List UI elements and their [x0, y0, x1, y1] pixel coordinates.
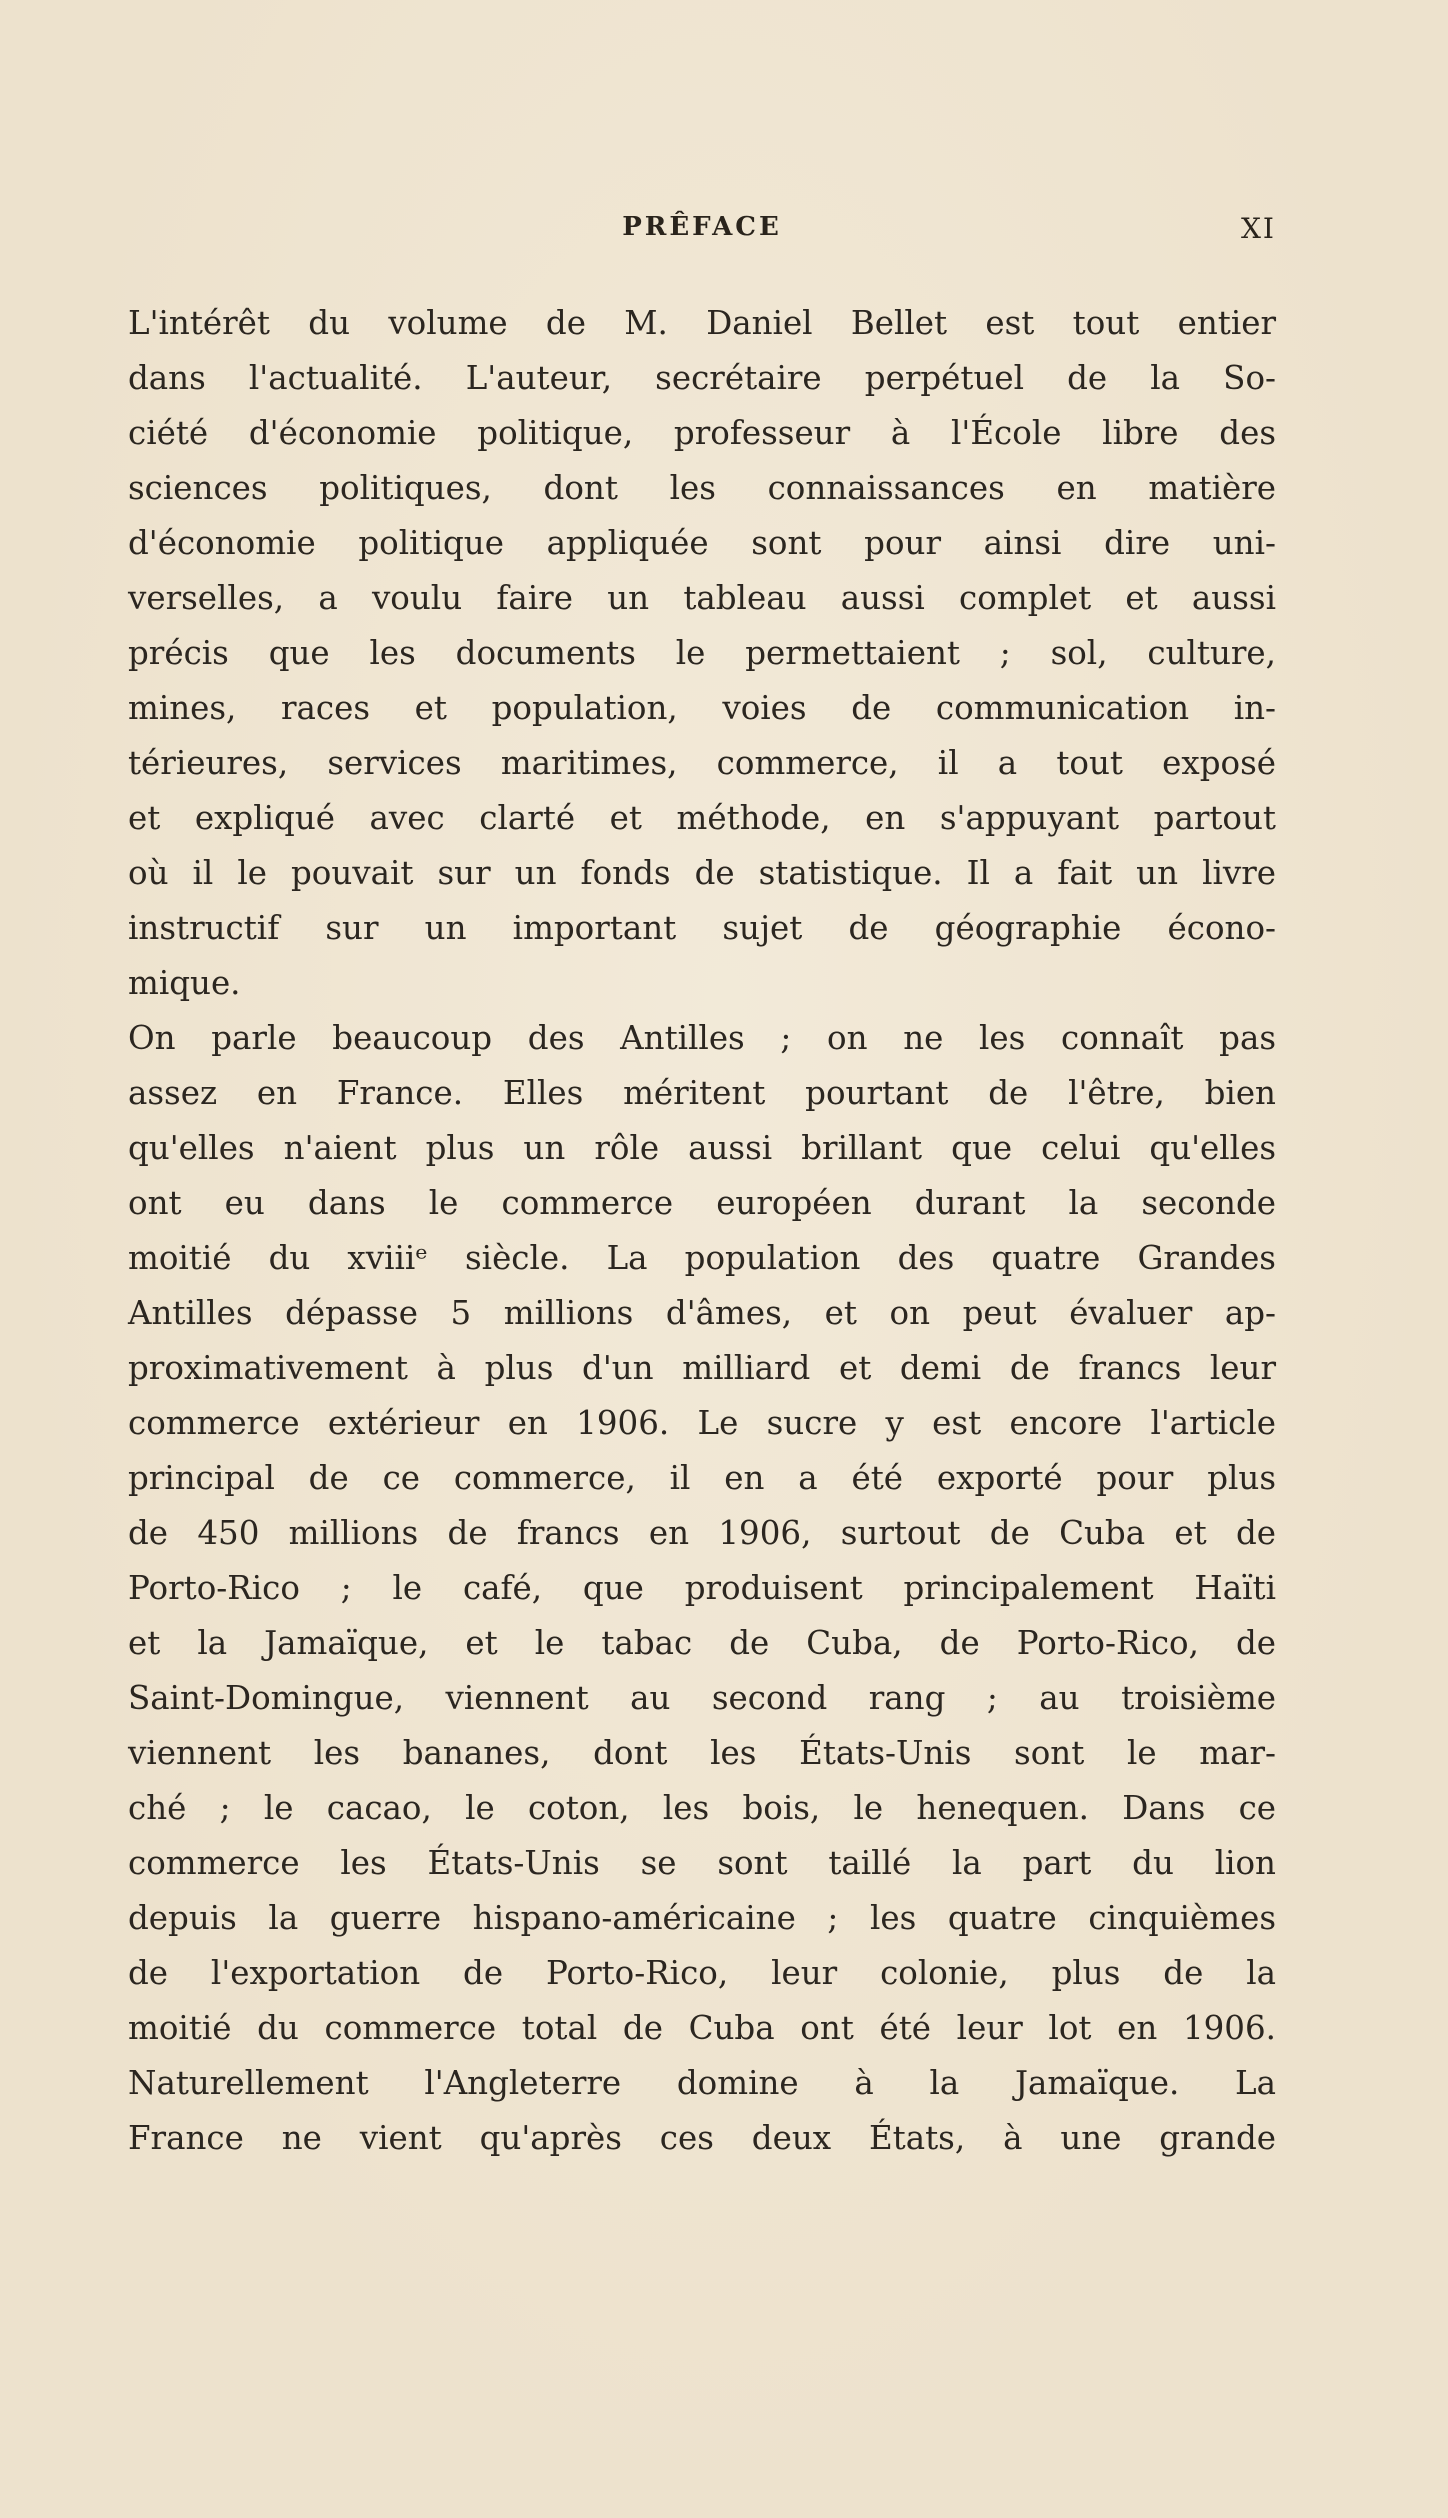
page-number: XI — [1241, 212, 1276, 245]
text-line: ciété d'économie politique, professeur à l'École libre des — [128, 414, 1276, 452]
text-line: et la Jamaïque, et le tabac de Cuba, de Porto-Rico, de — [128, 1624, 1276, 1662]
text-line: dans l'actualité. L'auteur, secrétaire perpétuel de la So- — [128, 359, 1276, 397]
text-line: ont eu dans le commerce européen durant la seconde — [128, 1184, 1276, 1222]
text-line: et expliqué avec clarté et méthode, en s'appuyant partout — [128, 799, 1276, 837]
text-line: de l'exportation de Porto-Rico, leur colonie, plus de la — [128, 1954, 1276, 1992]
text-line: L'intérêt du volume de M. Daniel Bellet est tout entier — [128, 304, 1276, 342]
text-line: On parle beaucoup des Antilles ; on ne les connaît pas — [128, 1019, 1276, 1057]
text-line: depuis la guerre hispano-américaine ; les quatre cinquièmes — [128, 1899, 1276, 1937]
text-line: instructif sur un important sujet de géographie écono- — [128, 909, 1276, 947]
text-line: viennent les bananes, dont les États-Unis sont le mar- — [128, 1734, 1276, 1772]
text-line: Saint-Domingue, viennent au second rang ; au troisième — [128, 1679, 1276, 1717]
text-line: Antilles dépasse 5 millions d'âmes, et on peut évaluer ap- — [128, 1294, 1276, 1332]
text-line: mique. — [128, 964, 241, 1002]
text-line: Naturellement l'Angleterre domine à la Jamaïque. La — [128, 2064, 1276, 2102]
text-line: térieures, services maritimes, commerce, il a tout exposé — [128, 744, 1276, 782]
text-line: qu'elles n'aient plus un rôle aussi brillant que celui qu'elles — [128, 1129, 1276, 1167]
text-line: Porto-Rico ; le café, que produisent principalement Haïti — [128, 1569, 1276, 1607]
text-line: commerce extérieur en 1906. Le sucre y est encore l'article — [128, 1404, 1276, 1442]
text-line: moitié du xviiiᵉ siècle. La population des quatre Grandes — [128, 1239, 1276, 1277]
text-line: proximativement à plus d'un milliard et demi de francs leur — [128, 1349, 1276, 1387]
text-line: sciences politiques, dont les connaissances en matière — [128, 469, 1276, 507]
running-title: PRÊFACE — [622, 212, 782, 242]
text-line: commerce les États-Unis se sont taillé la part du lion — [128, 1844, 1276, 1882]
text-line: assez en France. Elles méritent pourtant de l'être, bien — [128, 1074, 1276, 1112]
text-line: France ne vient qu'après ces deux États, à une grande — [128, 2119, 1276, 2157]
text-line: d'économie politique appliquée sont pour ainsi dire uni- — [128, 524, 1276, 562]
text-line: verselles, a voulu faire un tableau aussi complet et aussi — [128, 579, 1276, 617]
text-line: précis que les documents le permettaient ; sol, culture, — [128, 634, 1276, 672]
text-line: de 450 millions de francs en 1906, surtout de Cuba et de — [128, 1514, 1276, 1552]
page-header — [128, 212, 1276, 252]
text-line: mines, races et population, voies de communication in- — [128, 689, 1276, 727]
text-line: où il le pouvait sur un fonds de statistique. Il a fait un livre — [128, 854, 1276, 892]
text-line: ché ; le cacao, le coton, les bois, le henequen. Dans ce — [128, 1789, 1276, 1827]
text-line: moitié du commerce total de Cuba ont été leur lot en 1906. — [128, 2009, 1276, 2047]
body-text — [128, 296, 1276, 2166]
text-line: principal de ce commerce, il en a été exporté pour plus — [128, 1459, 1276, 1497]
